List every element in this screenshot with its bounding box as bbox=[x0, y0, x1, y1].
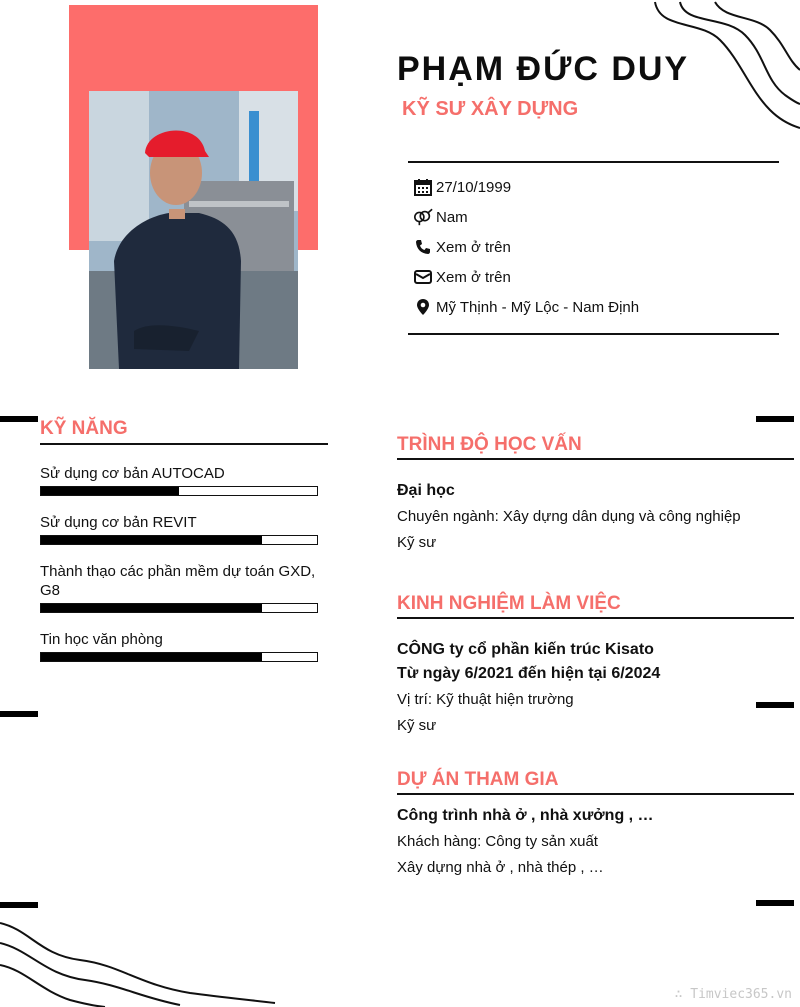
skill-bar-fill bbox=[41, 536, 262, 544]
skill-label: Sử dụng cơ bản REVIT bbox=[40, 514, 197, 531]
calendar-icon bbox=[413, 177, 433, 197]
skill-item bbox=[40, 464, 320, 496]
skill-item bbox=[40, 562, 320, 613]
skill-item bbox=[40, 513, 320, 545]
envelope-icon bbox=[413, 267, 433, 287]
skill-bar-fill bbox=[41, 487, 179, 495]
skill-bar bbox=[40, 535, 318, 545]
profile-photo bbox=[89, 91, 298, 369]
project-name: Công trình nhà ở , nhà xưởng , … bbox=[397, 807, 654, 824]
info-phone bbox=[413, 236, 511, 258]
education-note: Kỹ sư bbox=[397, 534, 437, 551]
email-value: Xem ở trên bbox=[436, 268, 511, 286]
skill-bar-fill bbox=[41, 604, 262, 612]
side-dash bbox=[756, 900, 794, 906]
divider bbox=[40, 443, 328, 445]
address-value: Mỹ Thịnh - Mỹ Lộc - Nam Định bbox=[436, 298, 640, 316]
location-pin-icon bbox=[413, 297, 433, 317]
watermark: ∴ Timviec365.vn bbox=[674, 987, 792, 1002]
side-dash bbox=[0, 416, 38, 422]
job-title: KỸ SƯ XÂY DỰNG bbox=[402, 98, 579, 120]
divider bbox=[408, 161, 779, 163]
experience-position: Vị trí: Kỹ thuật hiện trường bbox=[397, 691, 574, 708]
divider bbox=[397, 617, 794, 619]
education-heading: TRÌNH ĐỘ HỌC VẤN bbox=[397, 434, 582, 455]
gender-icon bbox=[413, 207, 433, 227]
project-client: Khách hàng: Công ty sản xuất bbox=[397, 833, 598, 850]
phone-value: Xem ở trên bbox=[436, 238, 511, 256]
skill-bar bbox=[40, 486, 318, 496]
decor-waves-bottom bbox=[0, 905, 280, 1007]
experience-company: CÔNG ty cổ phần kiến trúc Kisato bbox=[397, 641, 654, 658]
skill-bar bbox=[40, 652, 318, 662]
side-dash bbox=[0, 902, 38, 908]
education-major: Chuyên ngành: Xây dựng dân dụng và công nghiệp bbox=[397, 508, 741, 525]
skills-heading: KỸ NĂNG bbox=[40, 418, 128, 439]
side-dash bbox=[756, 416, 794, 422]
skill-bar-fill bbox=[41, 653, 262, 661]
gender-value: Nam bbox=[436, 208, 468, 226]
side-dash bbox=[756, 702, 794, 708]
education-degree: Đại học bbox=[397, 482, 455, 499]
info-email bbox=[413, 266, 511, 288]
project-description: Xây dựng nhà ở , nhà thép , … bbox=[397, 859, 604, 876]
skill-bar bbox=[40, 603, 318, 613]
experience-note: Kỹ sư bbox=[397, 717, 437, 734]
skill-label: Tin học văn phòng bbox=[40, 631, 163, 648]
projects-heading: DỰ ÁN THAM GIA bbox=[397, 769, 559, 790]
candidate-name: PHẠM ĐỨC DUY bbox=[397, 50, 690, 88]
experience-period: Từ ngày 6/2021 đến hiện tại 6/2024 bbox=[397, 665, 661, 682]
info-address bbox=[413, 296, 639, 318]
birthday-value: 27/10/1999 bbox=[436, 178, 512, 196]
info-gender bbox=[413, 206, 468, 228]
phone-icon bbox=[413, 237, 433, 257]
info-birthday bbox=[413, 176, 511, 198]
side-dash bbox=[0, 711, 38, 717]
divider bbox=[408, 333, 779, 335]
divider bbox=[397, 458, 794, 460]
skill-label: Thành thạo các phần mềm dự toán GXD, G8 bbox=[40, 563, 316, 599]
divider bbox=[397, 793, 794, 795]
experience-heading: KINH NGHIỆM LÀM VIỆC bbox=[397, 593, 621, 614]
skill-item bbox=[40, 630, 320, 662]
skill-label: Sử dụng cơ bản AUTOCAD bbox=[40, 465, 225, 482]
